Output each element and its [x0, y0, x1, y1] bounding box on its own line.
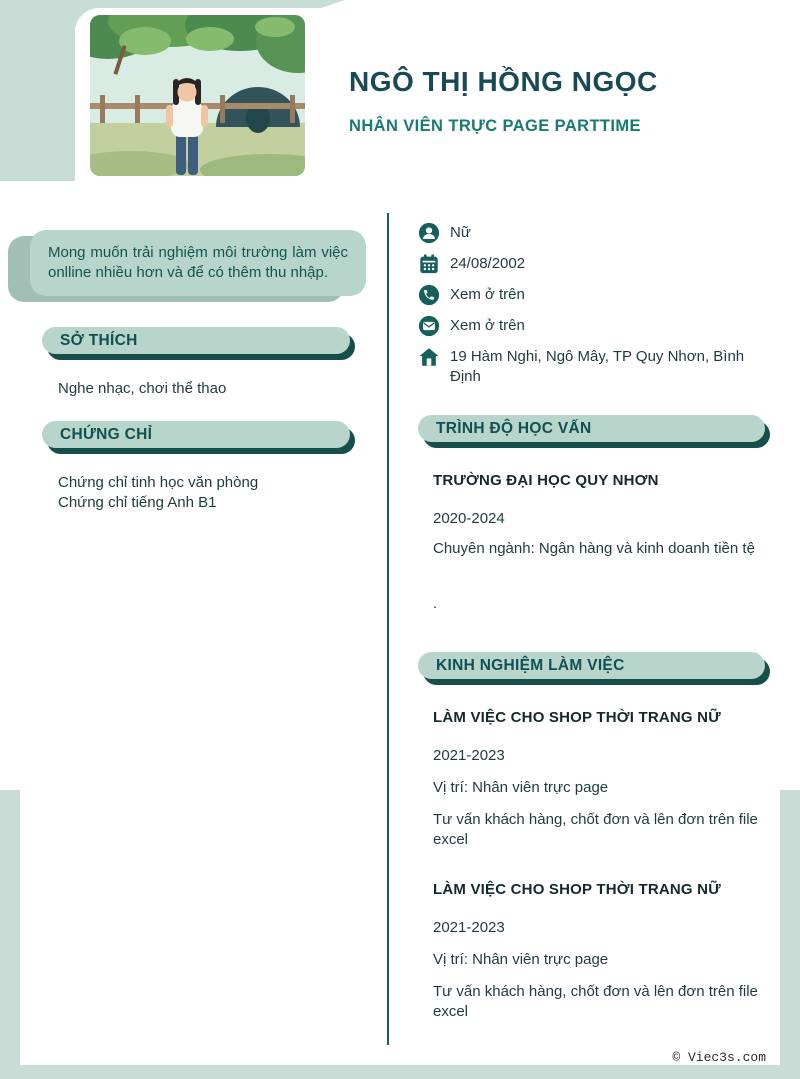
contact-row-email: [418, 315, 768, 337]
calendar-icon: [418, 253, 440, 275]
section-heading-certificates: [42, 421, 350, 448]
contact-row-birthdate: [418, 253, 768, 275]
contact-value: 19 Hàm Nghi, Ngô Mây, TP Quy Nhơn, Bình Định: [450, 348, 745, 385]
section-heading-education: [418, 415, 765, 442]
person-icon: [418, 222, 440, 244]
contact-row-phone: [418, 284, 768, 306]
header-card-notch: [318, 0, 800, 9]
education-school: TRƯỜNG ĐẠI HỌC QUY NHƠN: [433, 472, 659, 489]
phone-icon: [418, 284, 440, 306]
contact-list: [418, 222, 768, 396]
section-heading-label: TRÌNH ĐỘ HỌC VẤN: [436, 419, 592, 437]
interests-text: Nghe nhạc, chơi thể thao: [58, 380, 227, 397]
job-years: 2021-2023: [433, 747, 505, 764]
contact-row-address: [418, 346, 768, 387]
job-description: Tư vấn khách hàng, chốt đơn và lên đơn trên file excel: [433, 811, 758, 848]
frame-bottom: [0, 1065, 800, 1079]
column-divider: [387, 213, 389, 1045]
section-heading-label: CHỨNG CHỈ: [60, 425, 153, 443]
section-heading-experience: [418, 652, 765, 679]
education-major: Chuyên ngành: Ngân hàng và kinh doanh tiền tệ: [433, 540, 755, 557]
contact-value: 24/08/2002: [450, 255, 526, 272]
frame-left: [0, 790, 20, 1079]
frame-right: [780, 790, 800, 1079]
job-description: Tư vấn khách hàng, chốt đơn và lên đơn trên file excel: [433, 983, 758, 1020]
copyright-text: © Viec3s.com: [672, 1050, 766, 1065]
education-years: 2020-2024: [433, 510, 505, 527]
certificates-text: [58, 473, 368, 513]
education-note: .: [433, 595, 438, 612]
job-years: 2021-2023: [433, 919, 505, 936]
job-title: LÀM VIỆC CHO SHOP THỜI TRANG NỮ: [433, 709, 721, 726]
profile-photo: [90, 15, 305, 176]
job-position: Vị trí: Nhân viên trực page: [433, 779, 609, 796]
job-title: LÀM VIỆC CHO SHOP THỜI TRANG NỮ: [433, 881, 721, 898]
contact-value: Xem ở trên: [450, 286, 525, 303]
contact-value: Xem ở trên: [450, 317, 525, 334]
section-heading-interests: [42, 327, 350, 354]
certificate-line: Chứng chỉ tinh học văn phòng: [58, 474, 259, 491]
candidate-title: NHÂN VIÊN TRỰC PAGE PARTTIME: [349, 117, 641, 135]
contact-row-gender: [418, 222, 768, 244]
section-heading-label: SỞ THÍCH: [60, 331, 138, 349]
certificate-line: Chứng chỉ tiếng Anh B1: [58, 494, 217, 511]
profile-photo-illustration: [90, 15, 305, 176]
candidate-name: NGÔ THỊ HỒNG NGỌC: [349, 66, 658, 97]
mail-icon: [418, 315, 440, 337]
section-heading-label: KINH NGHIỆM LÀM VIỆC: [436, 656, 625, 674]
objective-box: Mong muốn trải nghiệm môi trường làm việc onlline nhiều hơn và để có thêm thu nhập.: [30, 230, 366, 296]
contact-value: Nữ: [450, 224, 471, 241]
job-position: Vị trí: Nhân viên trực page: [433, 951, 609, 968]
home-icon: [418, 346, 440, 368]
